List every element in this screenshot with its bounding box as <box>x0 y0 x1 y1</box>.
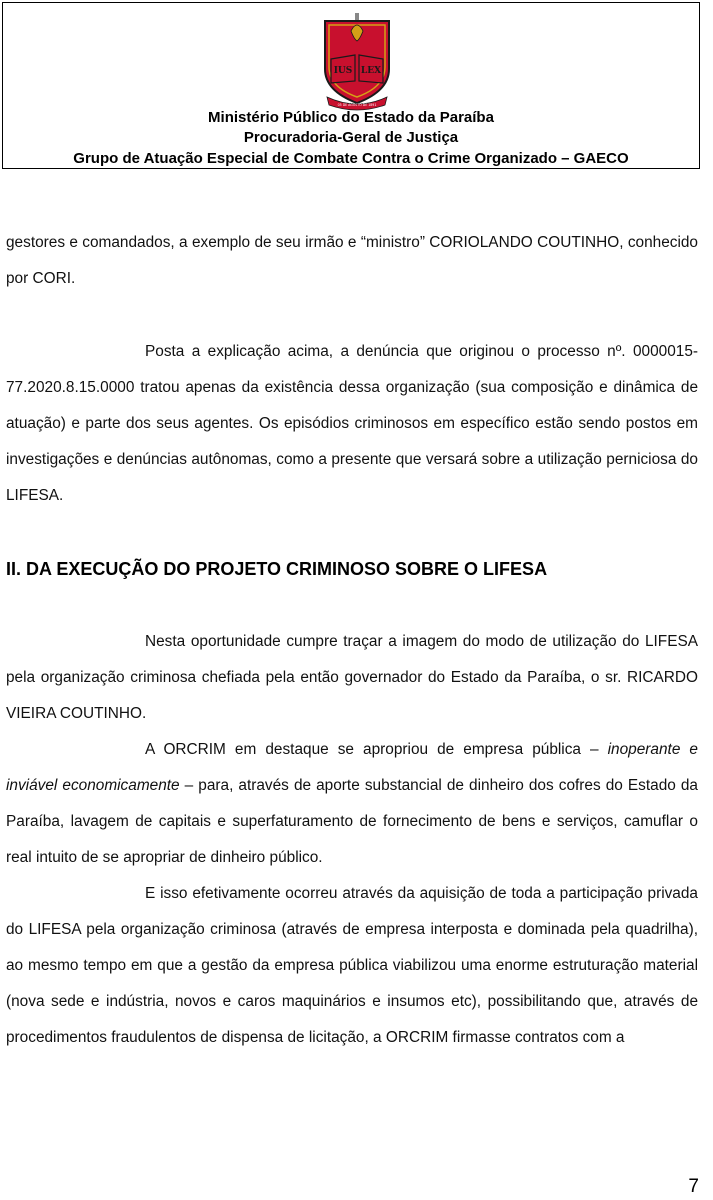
document-body <box>6 225 698 1056</box>
paragraph-4-italic: inoperante e inviável economicamente <box>6 741 698 794</box>
paragraph-2: Posta a explicação acima, a denúncia que originou o processo nº. 0000015-77.2020.8.15.0000 tratou apenas da existência dessa organização (sua composição e dinâmica de atuação) e parte dos seus agentes. Os episódios criminosos em específico estão sendo postos em investigações e denúncias autônomas, como a presente que versará sobre a utilização perniciosa do LIFESA. <box>6 343 698 504</box>
header-procuradoria-line: Procuradoria-Geral de Justiça <box>243 129 459 146</box>
paragraph-4-start: A ORCRIM em destaque se apropriou de empresa pública – <box>145 741 608 758</box>
paragraph-4 <box>6 732 698 876</box>
emblem-book-left-text: IUS <box>333 66 353 76</box>
document-header <box>2 2 700 169</box>
section-heading: II. DA EXECUÇÃO DO PROJETO CRIMINOSO SOBRE O LIFESA <box>6 559 548 579</box>
paragraph-4-end: – para, através de aporte substancial de dinheiro dos cofres do Estado da Paraíba, lavagem de capitais e superfaturamento de fornecimento de bens e serviços, camuflar o real intuito de se apropriar de dinheiro público. <box>6 777 698 866</box>
paragraph-1: gestores e comandados, a exemplo de seu irmão e “ministro” CORIOLANDO COUTINHO, conhecido por CORI. <box>6 234 698 287</box>
page-number: 7 <box>688 1176 699 1197</box>
header-gaeco-line: Grupo de Atuação Especial de Combate Contra o Crime Organizado – GAECO <box>73 150 629 167</box>
emblem-book-right-text: LEX <box>360 66 382 76</box>
paragraph-3: Nesta oportunidade cumpre traçar a imagem do modo de utilização do LIFESA pela organização criminosa chefiada pela então governador do Estado da Paraíba, o sr. RICARDO VIEIRA COUTINHO. <box>6 633 698 722</box>
paragraph-5: E isso efetivamente ocorreu através da aquisição de toda a participação privada do LIFESA pela organização criminosa (através de empresa interposta e dominada pela quadrilha), ao mesmo tempo em que a gestão da empresa pública viabilizou uma enorme estruturação material (nova sede e indústria, novos e caros maquinários e insumos etc), possibilitando que, através de procedimentos fraudulentos de dispensa de licitação, a ORCRIM firmasse contratos com a <box>6 885 698 1046</box>
shield-emblem-icon <box>319 11 395 111</box>
header-ministry-line: Ministério Público do Estado da Paraíba <box>208 109 494 126</box>
emblem-ribbon-text: 05 DE AGOSTO DE 1891 <box>337 103 377 107</box>
